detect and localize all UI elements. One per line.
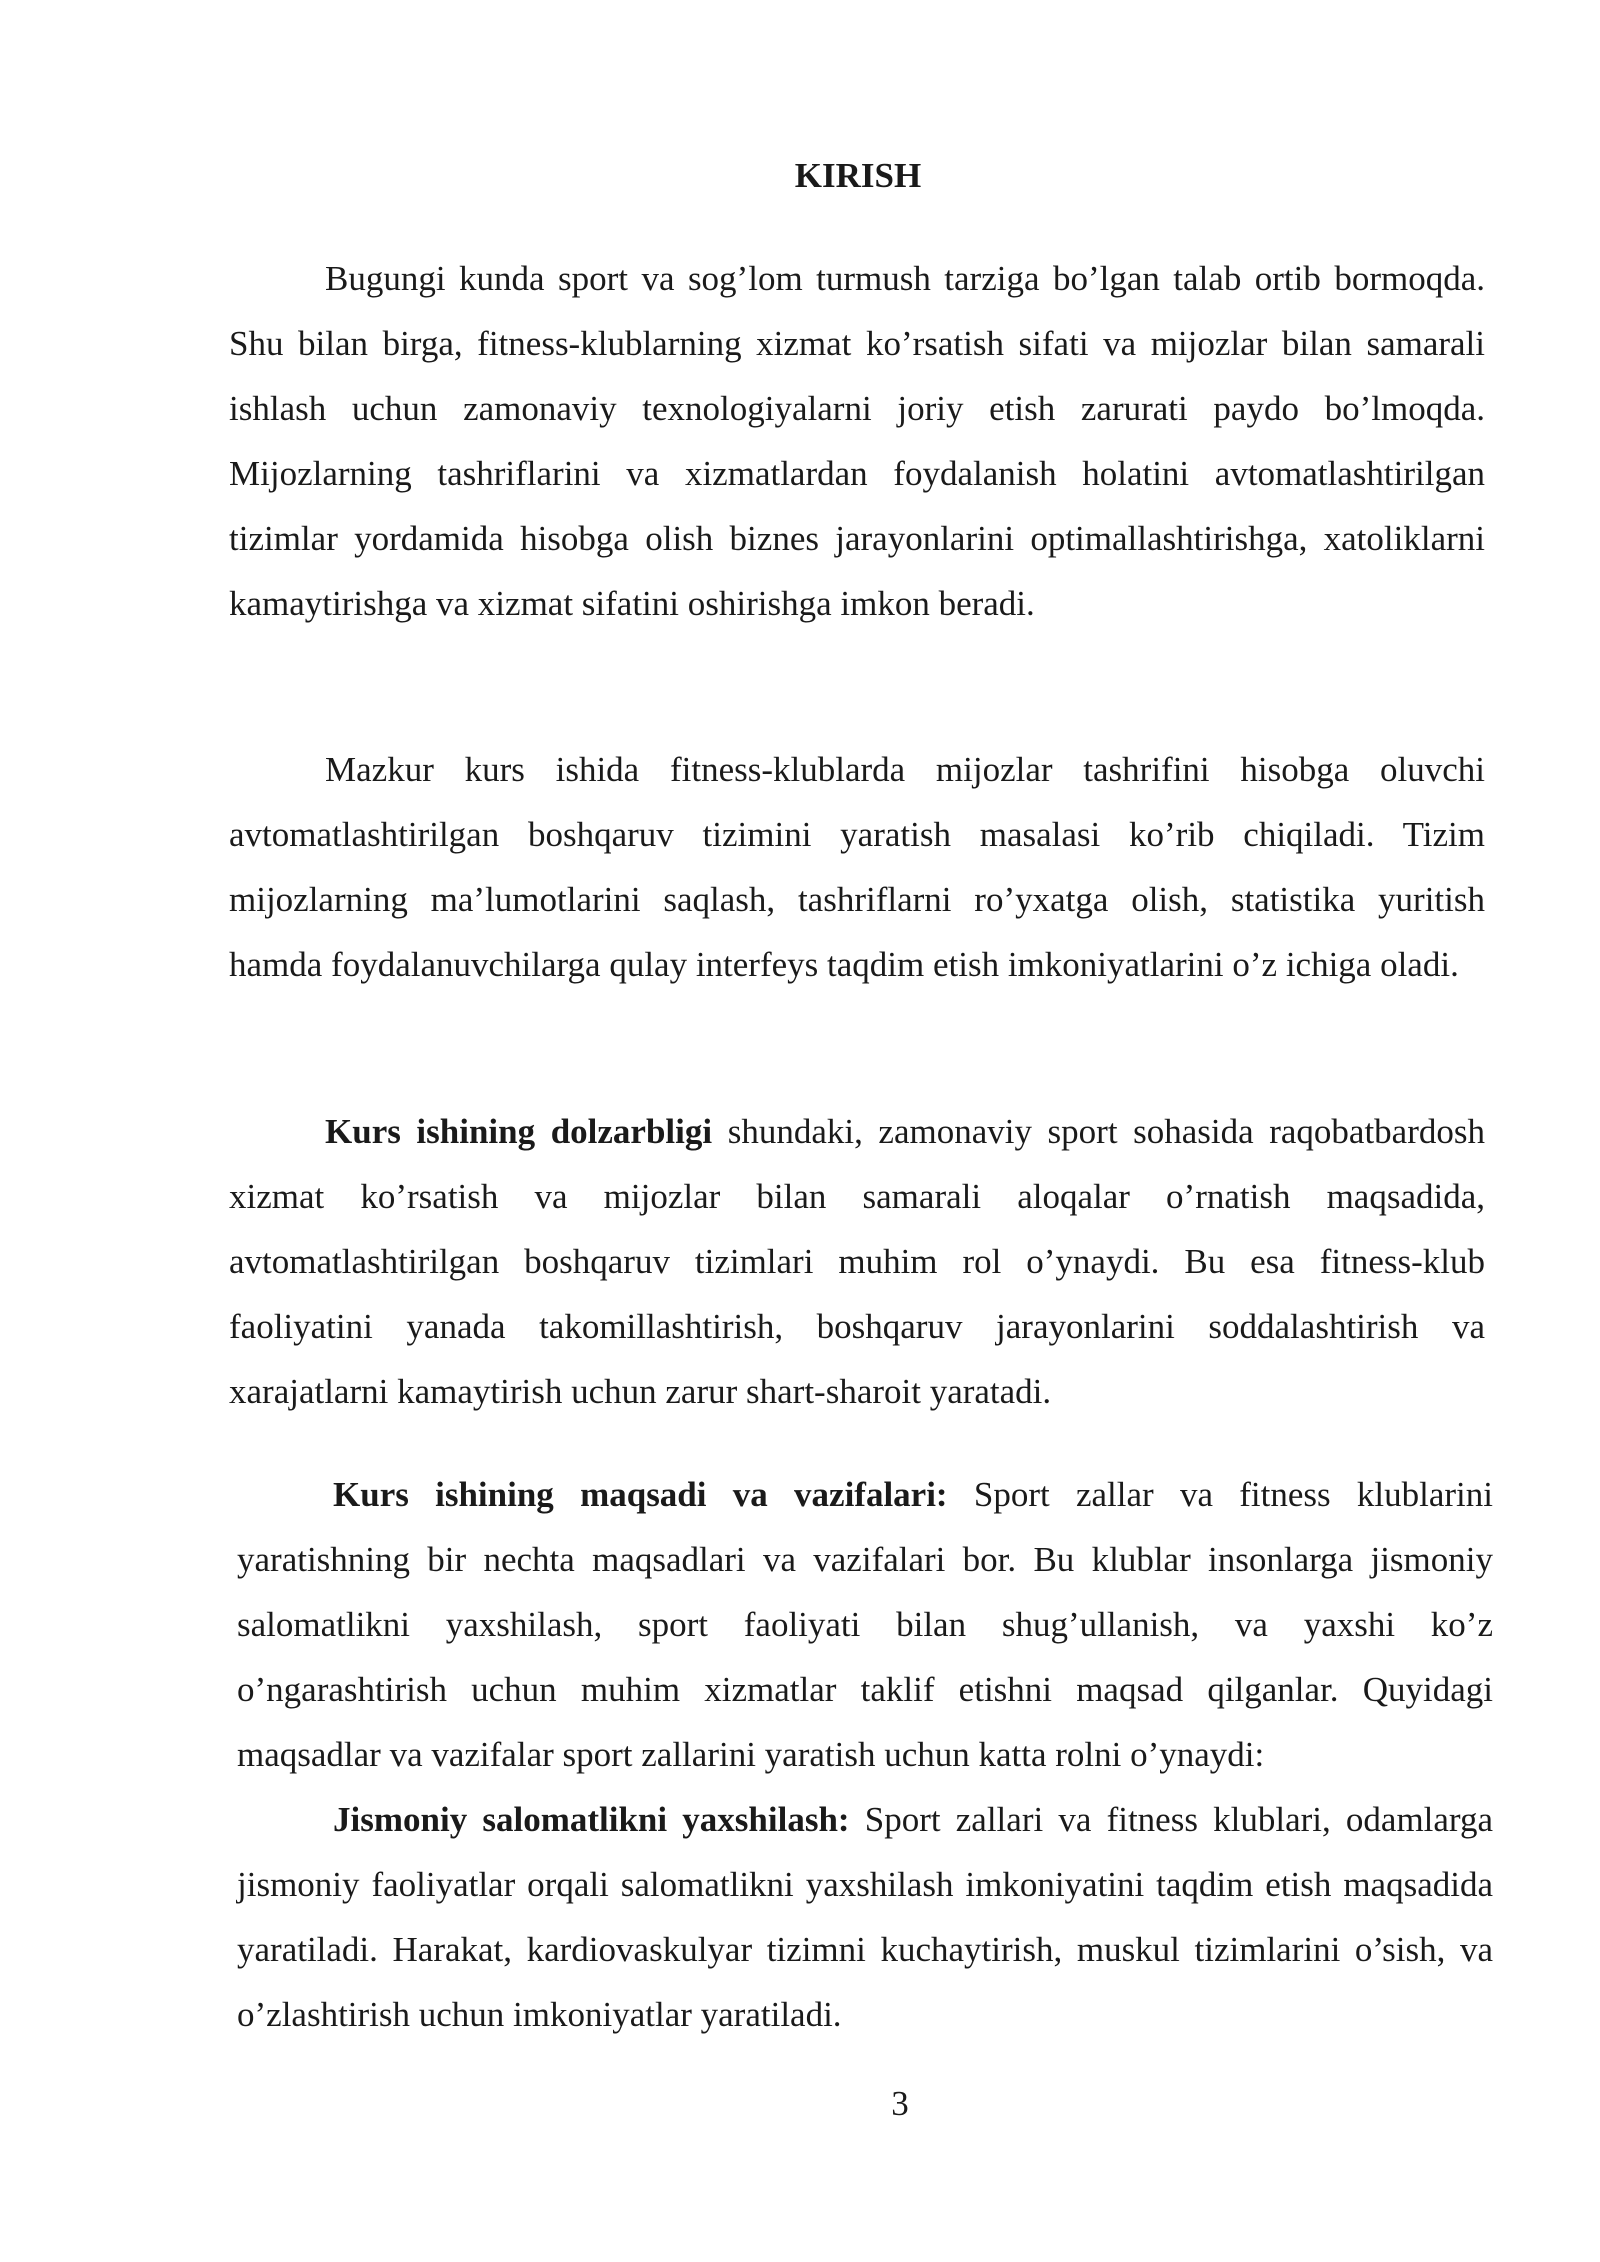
- paragraph-lead: Kurs ishining dolzarbligi: [325, 1112, 713, 1151]
- page-title: KIRISH: [794, 156, 922, 195]
- paragraph-intro: [229, 246, 1485, 636]
- paragraph-text: shundaki, zamonaviy sport sohasida raqobatbardosh xizmat ko’rsatish va mijozlar bilan samarali aloqalar o’rnatish maqsadida, avtomatlashtirilgan boshqaruv tizimlari muhim rol o’ynaydi. Bu esa fitness-klub faoliyatini yanada takomillashtirish, boshqaruv jarayonlarini soddalashtirish va xarajatlarni kamaytirish uchun zarur shart-sharoit yaratadi.: [229, 1112, 1485, 1411]
- paragraph-relevance: [229, 1099, 1485, 1424]
- paragraph-text: Sport zallar va fitness klublarini yaratishning bir nechta maqsadlari va vazifalari bor. Bu klublar insonlarga jismoniy salomatlikni yaxshilash, sport faoliyati bilan shug’ullanish, va yaxshi ko’z o’ngarashtirish uchun muhim xizmatlar taklif etishni maqsad qilganlar. Quyidagi maqsadlar va vazifalar sport zallarini yaratish uchun katta rolni o’ynaydi:: [237, 1475, 1493, 1774]
- paragraph-text: Bugungi kunda sport va sog’lom turmush tarziga bo’lgan talab ortib bormoqda. Shu bilan birga, fitness-klublarning xizmat ko’rsatish sifati va mijozlar bilan samarali ishlash uchun zamonaviy texnologiyalarni joriy etish zarurati paydo bo’lmoqda. Mijozlarning tashriflarini va xizmatlardan foydalanish holatini avtomatlashtirilgan tizimlar yordamida hisobga olish biznes jarayonlarini optimallashtirishga, xatoliklarni kamaytirishga va xizmat sifatini oshirishga imkon beradi.: [229, 259, 1485, 623]
- paragraph-course-scope: [229, 737, 1485, 997]
- paragraph-text: Sport zallari va fitness klublari, odamlarga jismoniy faoliyatlar orqali salomatlikni yaxshilash imkoniyatini taqdim etish maqsadida yaratiladi. Harakat, kardiovaskulyar tizimni kuchaytirish, muskul tizimlarini o’sish, va o’zlashtirish uchun imkoniyatlar yaratiladi.: [237, 1800, 1493, 2034]
- paragraph-health: [237, 1787, 1493, 2047]
- page-number: 3: [891, 2084, 909, 2123]
- paragraph-text: Mazkur kurs ishida fitness-klublarda mijozlar tashrifini hisobga oluvchi avtomatlashtirilgan boshqaruv tizimini yaratish masalasi ko’rib chiqiladi. Tizim mijozlarning ma’lumotlarini saqlash, tashriflarni ro’yxatga olish, statistika yuritish hamda foydalanuvchilarga qulay interfeys taqdim etish imkoniyatlarini o’z ichiga oladi.: [229, 750, 1485, 984]
- paragraph-goals: [237, 1462, 1493, 1787]
- paragraph-lead: Jismoniy salomatlikni yaxshilash:: [333, 1800, 850, 1839]
- paragraph-lead: Kurs ishining maqsadi va vazifalari:: [333, 1475, 948, 1514]
